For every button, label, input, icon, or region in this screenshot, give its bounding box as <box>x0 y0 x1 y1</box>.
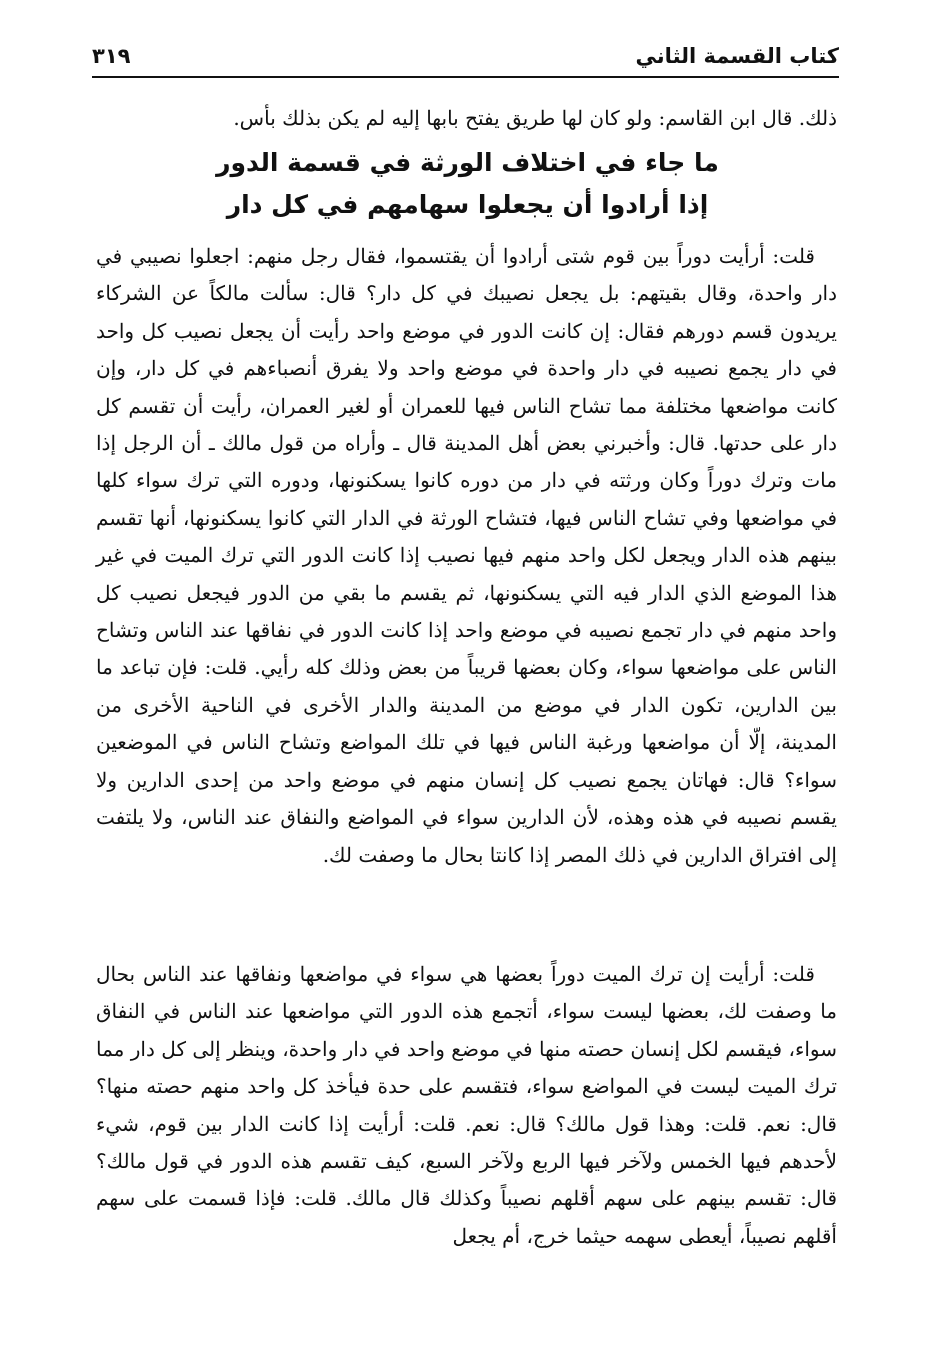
chapter-heading-line-1: ما جاء في اختلاف الورثة في قسمة الدور <box>216 148 719 177</box>
chapter-heading <box>200 142 735 226</box>
chapter-heading-line-2: إذا أرادوا أن يجعلوا سهامهم في كل دار <box>226 190 709 219</box>
paragraph-2: قلت: أرأيت إن ترك الميت دوراً بعضها هي سواء في مواضعها ونفاقها عند الناس بحال ما وصفت لك، بعضها ليست سواء، أتجمع هذه الدور التي مواضعها عند الناس في النفاق سواء، فيقسم لكل إنسان حصته منها في موضع واحد في دار واحدة، وينظر إلى كل دار مما ترك الميت ليست في المواضع سواء، فتقسم على حدة فيأخذ كل واحد منهم حصته منها؟ قال: نعم. قلت: وهذا قول مالك؟ قال: نعم. قلت: أرأيت إذا كانت الدار بين قوم، شيء لأحدهم فيها الخمس ولآخر فيها الربع ولآخر السبع، كيف تقسم هذه الدور في قول مالك؟ قال: تقسم بينهم على سهم أقلهم نصيباً وكذلك قال مالك. قلت: فإذا قسمت على سهم أقلهم نصيباً، أيعطى سهمه حيثما خرج، أم يجعل <box>96 962 837 1248</box>
page-number: ٣١٩ <box>92 44 131 68</box>
continuation-line: ذلك. قال ابن القاسم: ولو كان لها طريق يفتح بابها إليه لم يكن بذلك بأس. <box>233 106 837 130</box>
paragraph-1: قلت: أرأيت دوراً بين قوم شتى أرادوا أن يقتسموا، فقال رجل منهم: اجعلوا نصيبي في دار واحدة، وقال بقيتهم: بل يجعل نصيبك في كل دار؟ قال: سألت مالكاً عن الشركاء يريدون قسم دورهم فقال: إن كانت الدور في موضع واحد رأيت أن يجعل نصيب كل واحد في دار يجمع نصيبه في دار واحدة في موضع واحد ولا يفرق أنصباءهم في كل دار، وإن كانت مواضعها مختلفة مما تشاح الناس فيها للعمران أو لغير العمران، رأيت أن تقسم كل دار على حدتها. قال: وأخبرني بعض أهل المدينة قال ـ وأراه من قول مالك ـ أن الرجل إذا مات وترك دوراً وكان ورثته في دار من دوره كانوا يسكنونها، ودوره التي ترك سواء كلها في مواضعها وفي تشاح الناس فيها، فتشاح الورثة في الدار التي كانوا يسكنونها، أنها تقسم بينهم هذه الدار ويجعل لكل واحد منهم فيها نصيب إذا كانت الدور التي ترك الميت في غير هذا الموضع الذي الدار فيه التي يسكنونها، ثم يقسم ما بقي من الدور فيجعل نصيب كل واحد منهم في دار تجمع نصيبه في موضع واحد إذا كانت الدور في نفاقها عند الناس وتشاح الناس على مواضعها سواء، وكان بعضها قريباً من بعض وذلك كله رأيي. قلت: فإن تباعد ما بين الدارين، تكون الدار في موضع من المدينة والدار الأخرى في الناحية الأخرى من المدينة، إلّا أن مواضعها ورغبة الناس فيها في تلك المواضع وتشاح الناس في الموضعين سواء؟ قال: فهاتان يجمع نصيب كل إنسان منهم في موضع واحد من إحدى الدارين ولا يقسم نصيبه في هذه وهذه، لأن الدارين سواء في المواضع والنفاق عند الناس، ولا يلتفت إلى افتراق الدارين في ذلك المصر إذا كانتا بحال ما وصفت لك. <box>96 244 837 867</box>
book-title: كتاب القسمة الثاني <box>635 44 839 68</box>
running-header <box>92 40 839 78</box>
